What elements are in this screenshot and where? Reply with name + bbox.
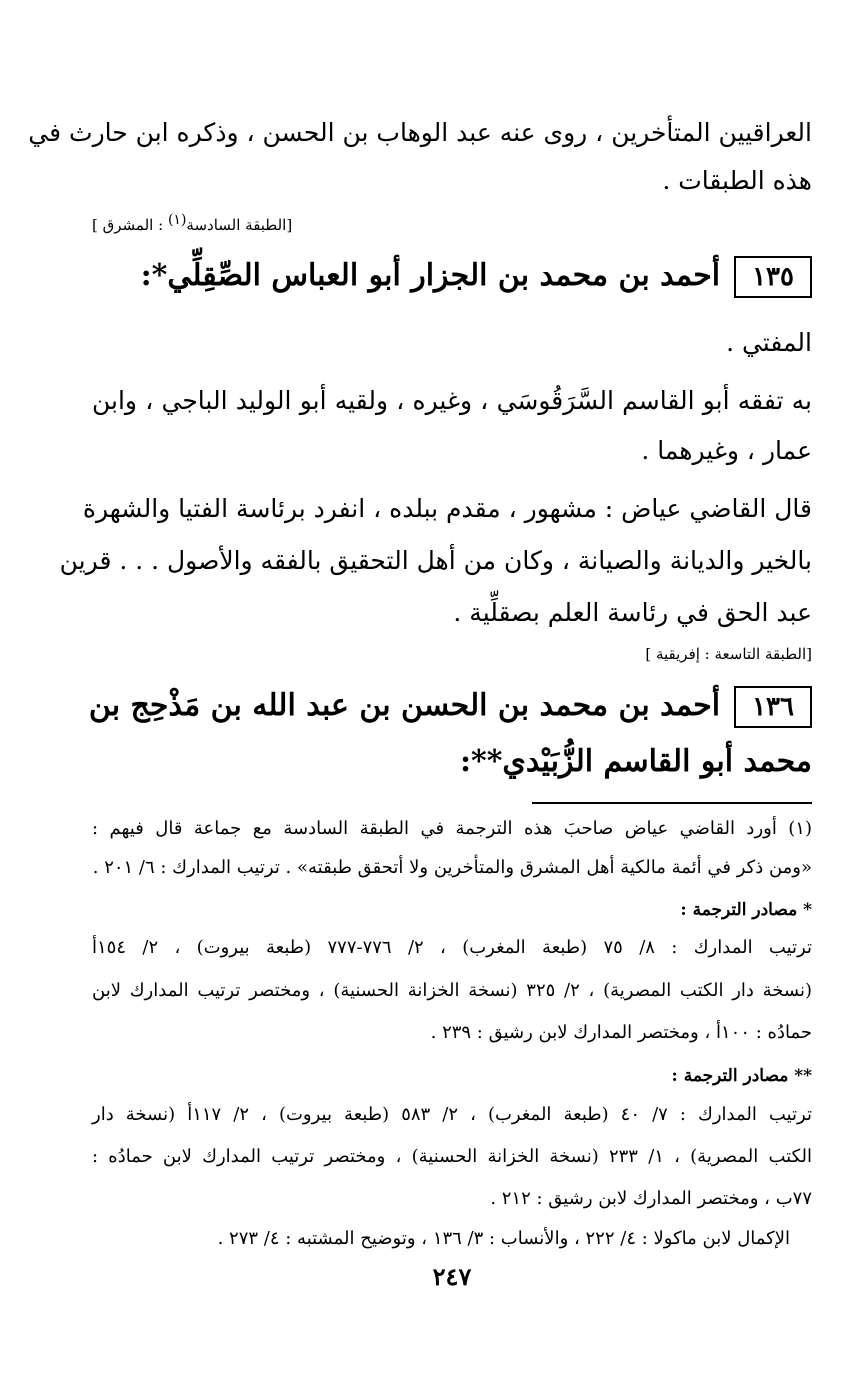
footnote-1-line-2: «ومن ذكر في أئمة مالكية أهل المشرق والمتأخرين ولا أتحقق طبقته» . ترتيب المدارك : ٦/ ٢٠١ . xyxy=(92,857,812,878)
intro-line-1: العراقيين المتأخرين ، روى عنه عبد الوهاب بن الحسن ، وذكره ابن حارث في xyxy=(28,118,812,147)
sources-heading-1: * مصادر الترجمة : xyxy=(680,900,812,920)
entry-135-p3-line-1: قال القاضي عياض : مشهور ، مقدم ببلده ، انفرد برئاسة الفتيا والشهرة xyxy=(82,494,812,523)
entry-135-p1: المفتي . xyxy=(726,328,812,357)
footnote-1-line-1: (١) أورد القاضي عياض صاحبَ هذه الترجمة في الطبقة السادسة مع جماعة قال فيهم : xyxy=(92,818,812,839)
section-tag-1-suffix: : المشرق ] xyxy=(92,216,164,234)
sources-1-line-1: ترتيب المدارك : ٨/ ٧٥ (طبعة المغرب) ، ٢/ ٧٧٦-٧٧٧ (طبعة بيروت) ، ٢/ ١٥٤أ xyxy=(92,937,812,958)
footnote-divider xyxy=(532,802,812,804)
sources-heading-2: ** مصادر الترجمة : xyxy=(671,1066,812,1086)
sources-2-line-4: الإكمال لابن ماكولا : ٤/ ٢٢٢ ، والأنساب : ٣/ ١٣٦ ، وتوضيح المشتبه : ٤/ ٢٧٣ . xyxy=(217,1228,790,1249)
entry-135-p2-line-1: به تفقه أبو القاسم السَّرَقُوسَي ، وغيره ، ولقيه أبو الوليد الباجي ، وابن xyxy=(92,386,812,415)
section-tag-1-prefix: [الطبقة السادسة xyxy=(186,216,293,234)
sources-1-line-2: (نسخة دار الكتب المصرية) ، ٢/ ٣٢٥ (نسخة الخزانة الحسنية) ، ومختصر ترتيب المدارك لابن xyxy=(92,980,813,1001)
entry-135-p3-line-3: عبد الحق في رئاسة العلم بصقلِّية . xyxy=(453,598,812,627)
entry-135-p3-line-2: بالخير والديانة والصيانة ، وكان من أهل التحقيق بالفقه والأصول . . . قرين xyxy=(59,546,812,575)
sources-1-line-3: حمادُه : ١٠٠أ ، ومختصر المدارك لابن رشيق : ٢٣٩ . xyxy=(430,1022,812,1043)
entry-135-heading xyxy=(92,256,812,298)
entry-136-title-1: أحمد بن محمد بن الحسن بن عبد الله بن مَذْحِج بن xyxy=(88,688,721,723)
entry-136-heading-line-1 xyxy=(88,686,812,728)
section-tag-1 xyxy=(92,212,812,234)
entry-136-heading-line-2: محمد أبو القاسم الزُّبَيْدي**: xyxy=(459,744,812,779)
intro-line-2: هذه الطبقات . xyxy=(662,166,812,195)
page-number: ٢٤٧ xyxy=(432,1262,472,1291)
section-tag-2: [الطبقة التاسعة : إفريقية ] xyxy=(645,645,812,663)
sources-2-line-3: ٧٧ب ، ومختصر المدارك لابن رشيق : ٢١٢ . xyxy=(490,1188,812,1209)
entry-number-box: ١٣٥ xyxy=(734,256,812,298)
entry-number-box: ١٣٦ xyxy=(734,686,812,728)
entry-135-p2-line-2: عمار ، وغيرهما . xyxy=(641,436,812,465)
footnote-ref-1: (١) xyxy=(167,212,187,228)
sources-2-line-2: الكتب المصرية) ، ١/ ٢٣٣ (نسخة الخزانة الحسنية) ، ومختصر ترتيب المدارك لابن حمادُه : xyxy=(92,1146,813,1167)
entry-135-title: أحمد بن محمد بن الجزار أبو العباس الصِّقِلِّي*: xyxy=(140,258,721,293)
sources-2-line-1: ترتيب المدارك : ٧/ ٤٠ (طبعة المغرب) ، ٢/ ٥٨٣ (طبعة بيروت) ، ٢/ ١١٧أ (نسخة دار xyxy=(92,1104,812,1125)
